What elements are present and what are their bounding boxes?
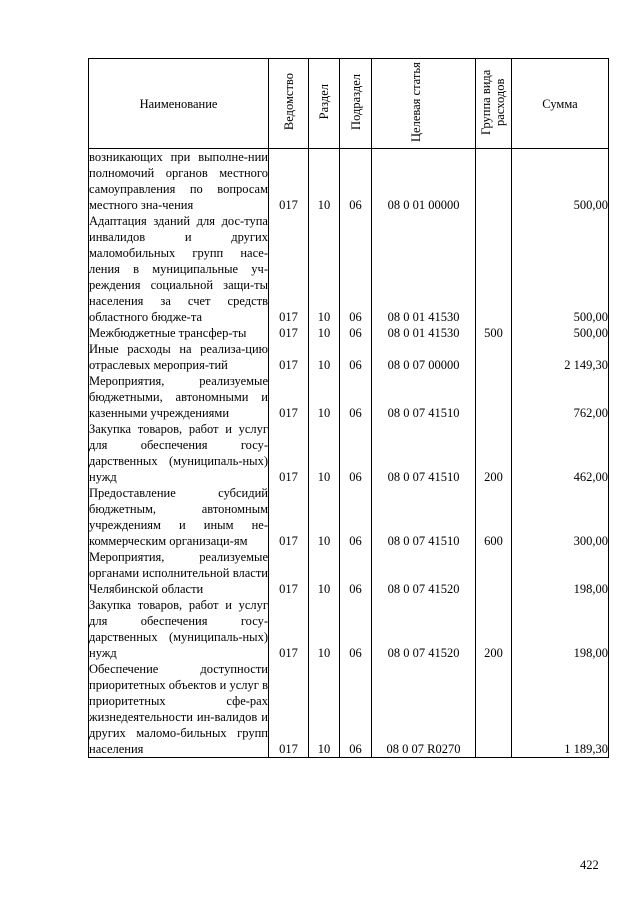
header-name [89,59,269,149]
row-name: Межбюджетные трансфер-ты [89,325,269,341]
row-summa: 1 189,30 [512,661,609,758]
row-name: Адаптация зданий для дос-тупа инвалидов и других маломобильных групп насе-ления в муниципальные уч-реждения социальной защи-ты населения за счет средств областного бюдже-та [89,214,268,324]
table-row [89,421,609,485]
row-podrazdel: 06 [340,213,372,325]
header-podrazdel [340,59,372,149]
header-summa [512,59,609,149]
row-name: возникающих при выполне-нии полномочий органов местного самоуправления по вопросам местного зна-чения [89,150,268,212]
table-header [89,59,609,149]
header-vedomstvo-label: Ведомство [281,72,296,131]
row-summa: 300,00 [512,485,609,549]
row-podrazdel: 06 [340,325,372,341]
row-summa: 762,00 [512,373,609,421]
row-vedomstvo: 017 [269,373,309,421]
header-celevaya-label: Целевая статья [408,61,423,142]
row-vedomstvo: 017 [269,485,309,549]
row-podrazdel: 06 [340,661,372,758]
row-summa: 2 149,30 [512,341,609,373]
header-podrazdel-label: Подраздел [348,73,363,130]
row-summa: 198,00 [512,597,609,661]
row-vedomstvo: 017 [269,341,309,373]
row-gruppa [476,341,512,373]
header-razdel [309,59,340,149]
row-gruppa [476,549,512,597]
row-podrazdel: 06 [340,341,372,373]
row-podrazdel: 06 [340,485,372,549]
row-podrazdel: 06 [340,597,372,661]
row-celevaya: 08 0 01 41530 [372,213,476,325]
table-row [89,549,609,597]
row-celevaya: 08 0 01 41530 [372,325,476,341]
row-name: Мероприятия, реализуемые бюджетными, автономными и казенными учреждениями [89,374,268,420]
row-vedomstvo: 017 [269,549,309,597]
row-celevaya: 08 0 07 41510 [372,373,476,421]
header-vedomstvo [269,59,309,149]
table-row [89,213,609,325]
row-vedomstvo: 017 [269,597,309,661]
table-row [89,373,609,421]
row-razdel: 10 [309,373,340,421]
row-razdel: 10 [309,341,340,373]
row-vedomstvo: 017 [269,213,309,325]
row-vedomstvo: 017 [269,661,309,758]
table-row [89,325,609,341]
header-gruppa [476,59,512,149]
row-celevaya: 08 0 07 00000 [372,341,476,373]
row-name: Иные расходы на реализа-цию отраслевых мероприя-тий [89,342,268,372]
row-vedomstvo: 017 [269,421,309,485]
row-name: Мероприятия, реализуемые органами исполнительной власти Челябинской области [89,550,268,596]
table-row [89,341,609,373]
row-name: Обеспечение доступности приоритетных объектов и услуг в приоритетных сфе-рах жизнедеятельности ин-валидов и других маломо-бильных групп населения [89,662,268,756]
row-razdel: 10 [309,661,340,758]
row-gruppa [476,661,512,758]
table-row [89,485,609,549]
row-gruppa [476,149,512,214]
row-gruppa: 500 [476,325,512,341]
row-name: Предоставление субсидий бюджетным, автономным учреждениям и иным не-коммерческим организаци-ям [89,486,268,548]
row-summa: 500,00 [512,325,609,341]
row-razdel: 10 [309,549,340,597]
table-row [89,661,609,758]
row-celevaya: 08 0 01 00000 [372,149,476,214]
row-celevaya: 08 0 07 41510 [372,421,476,485]
header-gruppa-label: Группа вида расходов [478,68,507,135]
row-summa: 198,00 [512,549,609,597]
row-podrazdel: 06 [340,549,372,597]
row-razdel: 10 [309,421,340,485]
row-celevaya: 08 0 07 41520 [372,549,476,597]
row-razdel: 10 [309,149,340,214]
row-gruppa: 200 [476,597,512,661]
table-row [89,149,609,214]
header-razdel-label: Раздел [317,83,331,120]
row-vedomstvo: 017 [269,325,309,341]
row-razdel: 10 [309,325,340,341]
row-celevaya: 08 0 07 41520 [372,597,476,661]
row-razdel: 10 [309,485,340,549]
row-gruppa: 600 [476,485,512,549]
row-celevaya: 08 0 07 R0270 [372,661,476,758]
budget-table [88,58,609,758]
table-row [89,597,609,661]
row-summa: 500,00 [512,149,609,214]
row-name: Закупка товаров, работ и услуг для обеспечения госу-дарственных (муниципаль-ных) нужд [89,422,268,484]
row-razdel: 10 [309,213,340,325]
row-summa: 500,00 [512,213,609,325]
header-celevaya [372,59,476,149]
table-body [89,149,609,758]
row-podrazdel: 06 [340,149,372,214]
row-gruppa: 200 [476,421,512,485]
row-gruppa [476,213,512,325]
row-summa: 462,00 [512,421,609,485]
row-podrazdel: 06 [340,373,372,421]
row-razdel: 10 [309,597,340,661]
page-number: 422 [580,858,599,872]
row-vedomstvo: 017 [269,149,309,214]
row-podrazdel: 06 [340,421,372,485]
header-name-label: Наименование [139,96,218,111]
row-gruppa [476,373,512,421]
header-summa-label: Сумма [542,96,578,111]
row-name: Закупка товаров, работ и услуг для обеспечения госу-дарственных (муниципаль-ных) нужд [89,598,268,660]
row-celevaya: 08 0 07 41510 [372,485,476,549]
